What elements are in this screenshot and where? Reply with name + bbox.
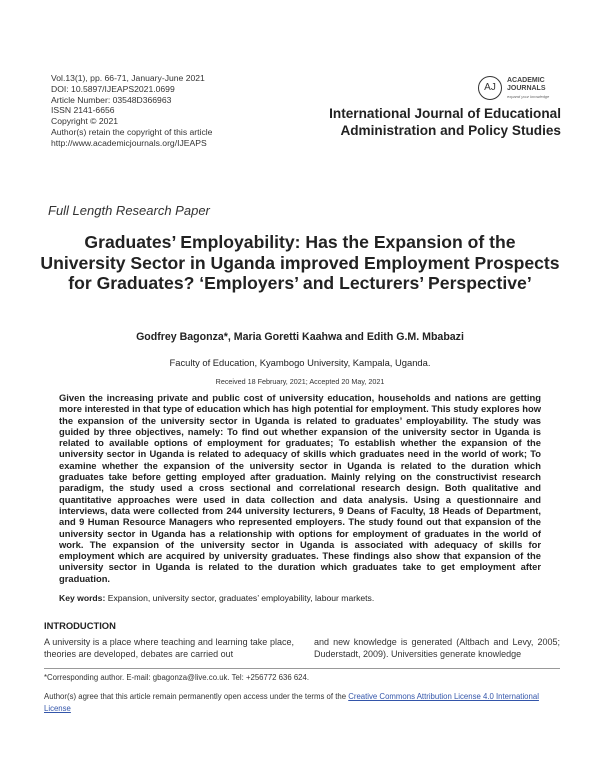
academic-journals-logo: [478, 74, 560, 104]
volume-info: Vol.13(1), pp. 66-71, January-June 2021: [51, 73, 205, 83]
intro-column-right: and new knowledge is generated (Altbach and Levy, 2005; Duderstadt, 2009). Universities generate knowledge: [314, 637, 560, 659]
affiliation: Faculty of Education, Kyambogo University, Kampala, Uganda.: [169, 357, 431, 368]
section-heading-introduction: INTRODUCTION: [44, 620, 116, 631]
abstract: Given the increasing private and public cost of university education, households and nations are getting more interested in that type of education which has high potential for employment. This study explores how the expansion of the university sector in Uganda is related to graduates’ employability. The study was guided by three objectives, namely: To find out whether expansion of the university sector in Uganda is related to available options of employment for graduates; To establish whether the expansion of the university sector in Uganda is related to adequacy of skills which graduates need in the world of work; To examine whether the expansion of the university sector in Uganda is related to the duration which graduates take before getting employed after graduation. Mainly relying on the constructivist research paradigm, the study used a cross sectional and correlational research design. Both qualitative and quantitative approaches were used in data collection and data analysis. Using a questionnaire and interviews, data were collected from 244 university lecturers, 9 Deans of Faculty, 18 Heads of Department, and 9 Human Resource Managers who represented employers. The study found out that expansion of the university sector in Uganda has a relationship with options for employment of graduates in the world of work. The expansion of the university sector in Uganda is associated with adequacy of skills for employment which are acquired by university graduates. These findings also show that expansion of the university sector in Uganda is related to the duration which graduates take to get employment after graduation.: [59, 392, 541, 584]
article-metadata: [51, 73, 212, 149]
article-number: Article Number: 03548D366963: [51, 94, 172, 105]
doi: DOI: 10.5897/IJEAPS2021.0699: [51, 83, 175, 94]
intro-column-left: A university is a place where teaching and learning take place, theories are developed, debates are carried out: [44, 637, 294, 659]
rights-statement: Author(s) retain the copyright of this article: [51, 126, 213, 137]
keywords-text: Expansion, university sector, graduates’ employability, labour markets.: [105, 593, 375, 603]
license-statement: Author(s) agree that this article remain permanently open access under the terms of the Creative Commons Attribution License 4.0 International License: [44, 692, 539, 713]
author-list: Godfrey Bagonza*, Maria Goretti Kaahwa and Edith G.M. Mbabazi: [136, 331, 464, 343]
journal-url: http://www.academicjournals.org/IJEAPS: [51, 137, 207, 148]
copyright: Copyright © 2021: [51, 116, 119, 127]
paper-type: Full Length Research Paper: [48, 203, 210, 218]
keywords-label: Key words:: [59, 593, 106, 603]
logo-wordmark: ACADEMIC JOURNALS: [507, 77, 546, 92]
issn: ISSN 2141-6656: [51, 105, 115, 116]
journal-name: International Journal of Educational Administration and Policy Studies: [329, 106, 561, 138]
logo-tagline: expand your knowledge: [507, 94, 550, 99]
paper-title: Graduates’ Employability: Has the Expansion of the University Sector in Uganda improved Employment Prospects for Graduates? ‘Employers’ and Lecturers’ Perspective’: [40, 232, 560, 293]
license-link[interactable]: Creative Commons Attribution License 4.0 International License: [44, 692, 539, 713]
received-dates: Received 18 February, 2021; Accepted 20 May, 2021: [215, 377, 385, 386]
logo-emblem: AJ: [478, 76, 502, 100]
keywords: [59, 593, 374, 603]
footnote-divider: [44, 668, 560, 669]
corresponding-author: *Corresponding author. E-mail: gbagonza@live.co.uk. Tel: +256772 636 624.: [44, 673, 310, 682]
